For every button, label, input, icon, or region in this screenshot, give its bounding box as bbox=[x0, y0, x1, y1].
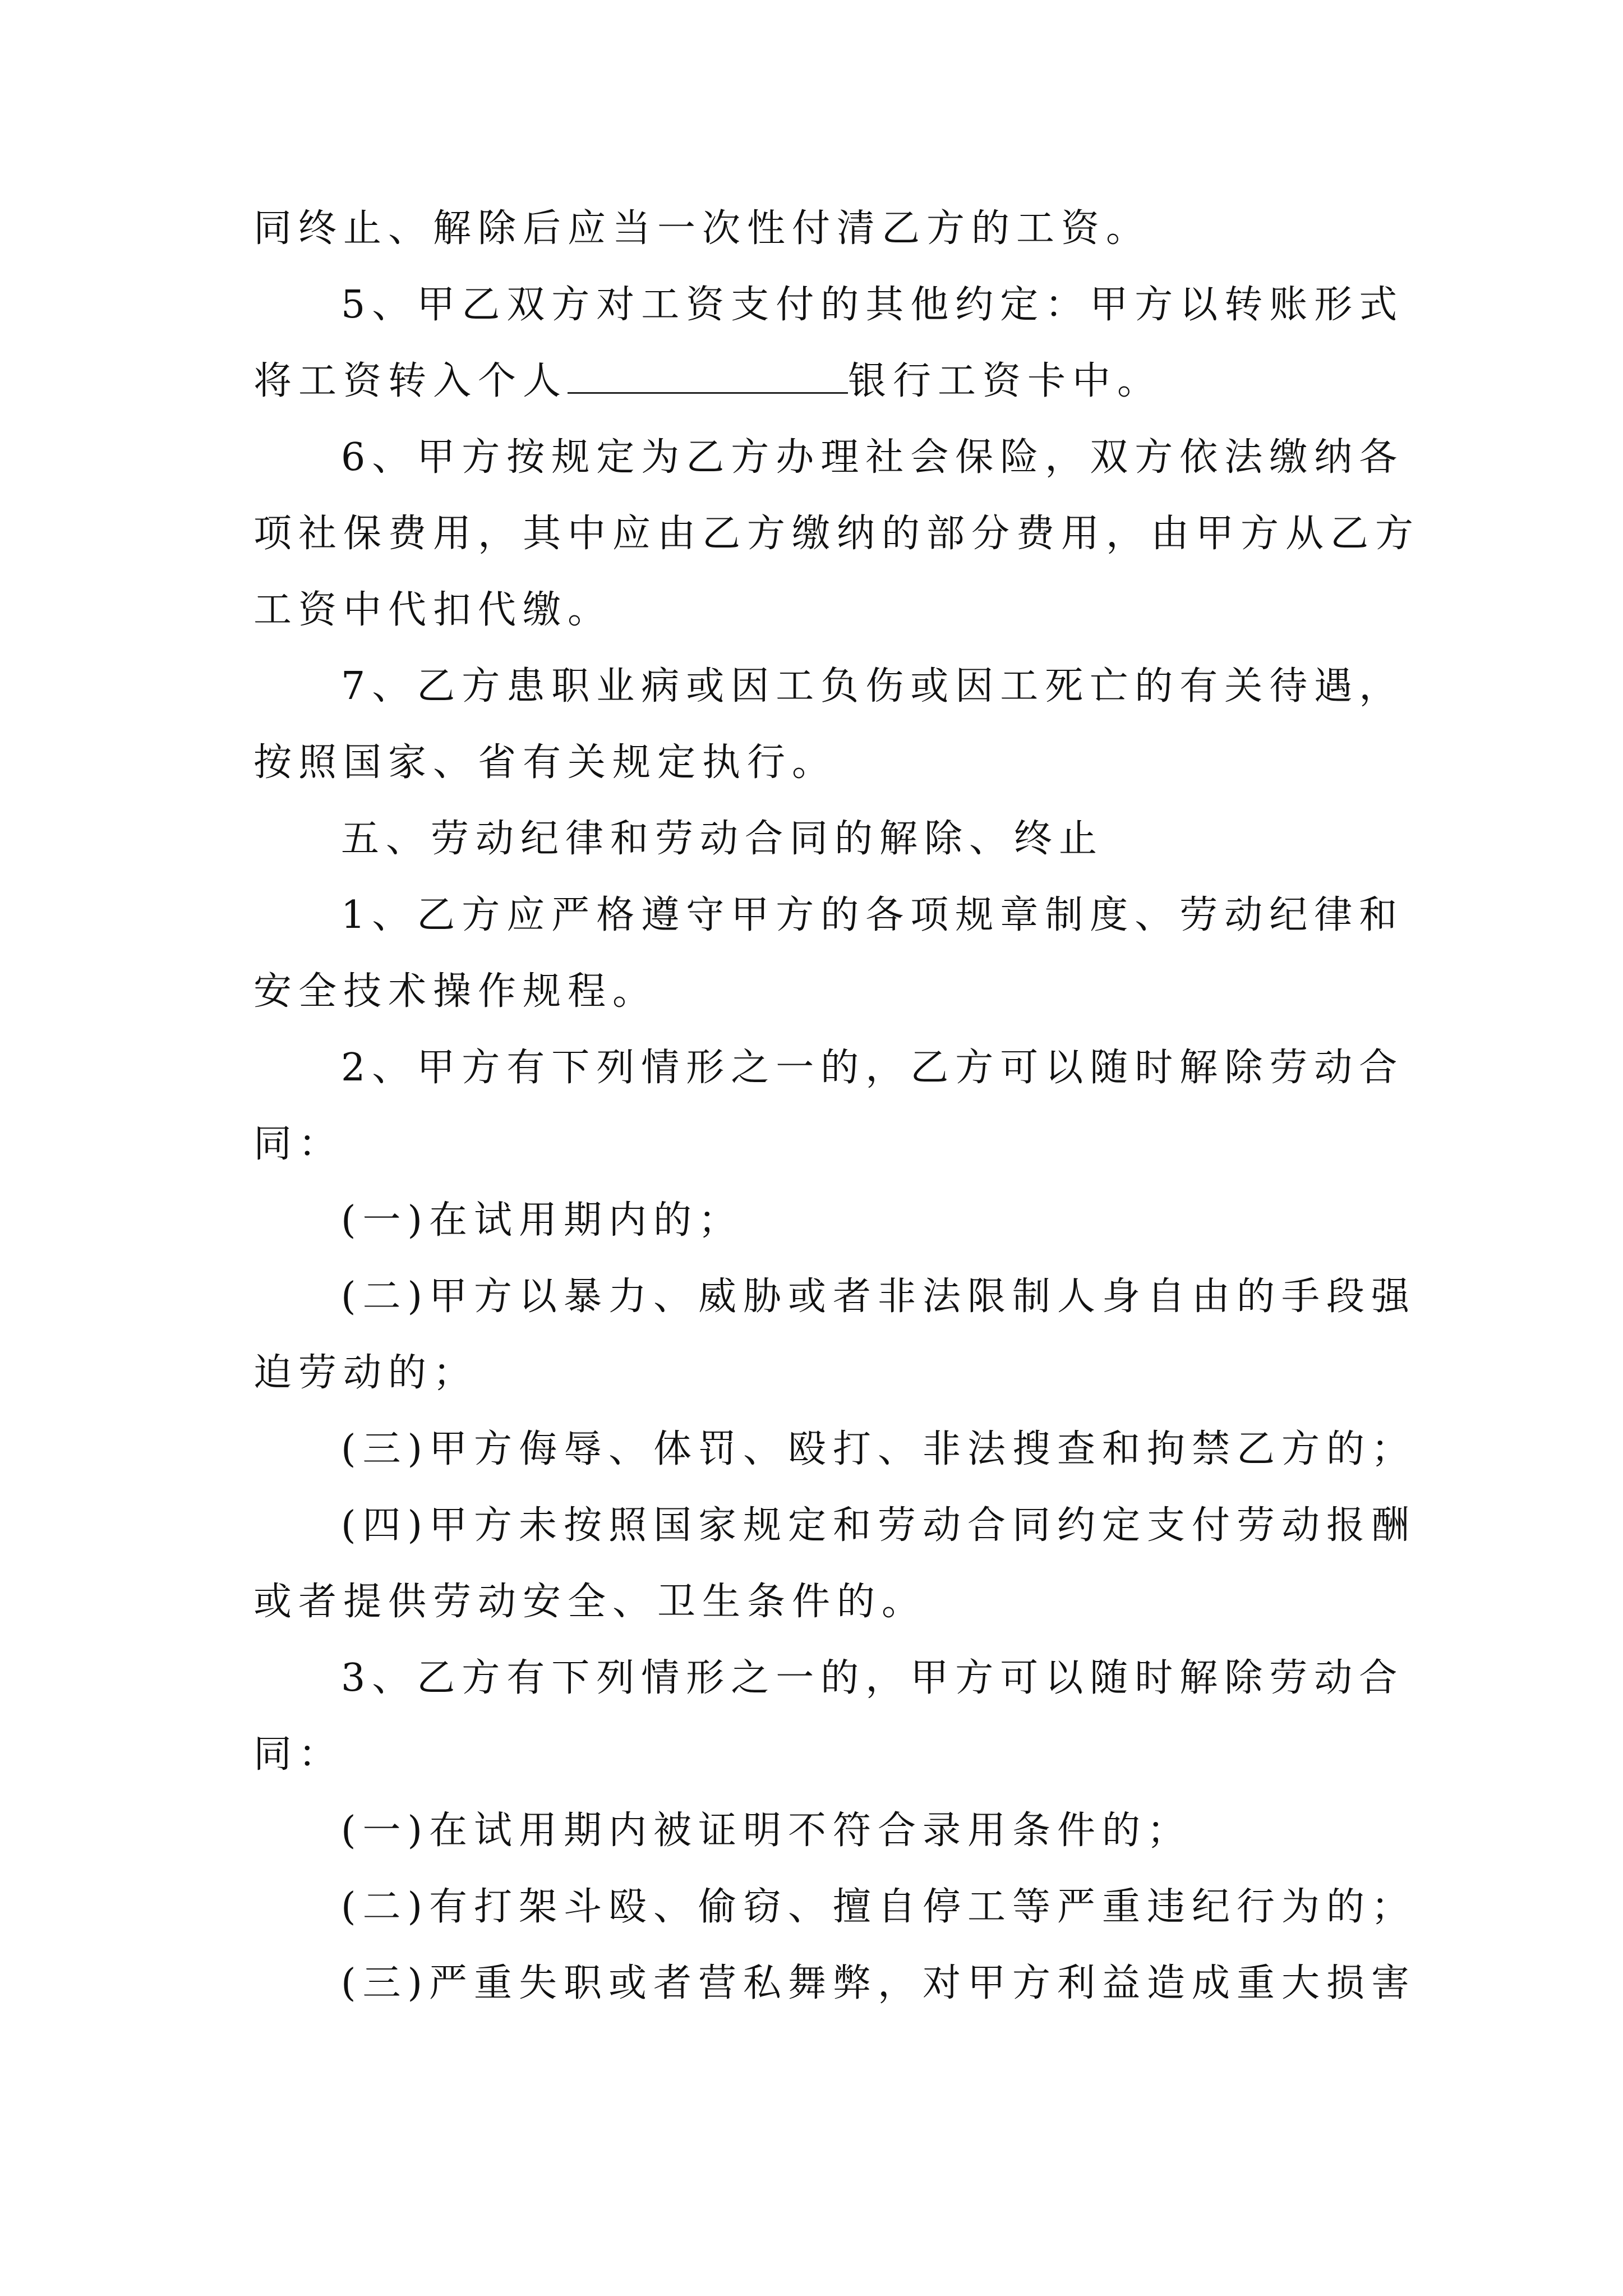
list-item-continuation: 迫劳动的； bbox=[253, 1351, 478, 1395]
paragraph-line: 2、甲方有下列情形之一的，乙方可以随时解除劳动合 bbox=[341, 1046, 1404, 1090]
line-text-before-blank: 将工资转入个人 bbox=[253, 359, 568, 403]
paragraph-line: 同： bbox=[253, 1122, 344, 1166]
list-item-continuation: 或者提供劳动安全、卫生条件的。 bbox=[253, 1580, 927, 1624]
bank-name-blank bbox=[568, 361, 848, 394]
paragraph-line: 安全技术操作规程。 bbox=[253, 969, 658, 1014]
list-item: (一)在试用期内的； bbox=[341, 1198, 744, 1243]
paragraph-line: 按照国家、省有关规定执行。 bbox=[253, 740, 837, 785]
list-item: (三)严重失职或者营私舞弊，对甲方利益造成重大损害 bbox=[341, 1961, 1417, 2005]
paragraph-line: 3、乙方有下列情形之一的，甲方可以随时解除劳动合 bbox=[341, 1656, 1404, 1700]
list-item: (三)甲方侮辱、体罚、殴打、非法搜查和拘禁乙方的； bbox=[341, 1427, 1417, 1471]
paragraph-line: 项社保费用，其中应由乙方缴纳的部分费用，由甲方从乙方 bbox=[253, 512, 1421, 556]
paragraph-line: 1、乙方应严格遵守甲方的各项规章制度、劳动纪律和 bbox=[341, 893, 1404, 937]
paragraph-line: 7、乙方患职业病或因工负伤或因工死亡的有关待遇， bbox=[341, 664, 1404, 708]
line-text-after-blank: 银行工资卡中。 bbox=[848, 359, 1163, 403]
paragraph-line: 6、甲方按规定为乙方办理社会保险，双方依法缴纳各 bbox=[341, 435, 1404, 480]
paragraph-line: 5、甲乙双方对工资支付的其他约定：甲方以转账形式 bbox=[341, 283, 1404, 327]
paragraph-line: 同： bbox=[253, 1732, 344, 1777]
section-heading: 五、劳动纪律和劳动合同的解除、终止 bbox=[341, 817, 1104, 861]
paragraph-line: 工资中代扣代缴。 bbox=[253, 588, 613, 632]
document-body bbox=[253, 191, 1421, 2022]
list-item: (二)甲方以暴力、威胁或者非法限制人身自由的手段强 bbox=[341, 1274, 1417, 1319]
list-item: (一)在试用期内被证明不符合录用条件的； bbox=[341, 1809, 1192, 1853]
list-item: (四)甲方未按照国家规定和劳动合同约定支付劳动报酬 bbox=[341, 1503, 1417, 1548]
paragraph-line-with-blank bbox=[253, 343, 1386, 420]
paragraph-line: 同终止、解除后应当一次性付清乙方的工资。 bbox=[253, 206, 1151, 251]
list-item: (二)有打架斗殴、偷窃、擅自停工等严重违纪行为的； bbox=[341, 1885, 1417, 1929]
